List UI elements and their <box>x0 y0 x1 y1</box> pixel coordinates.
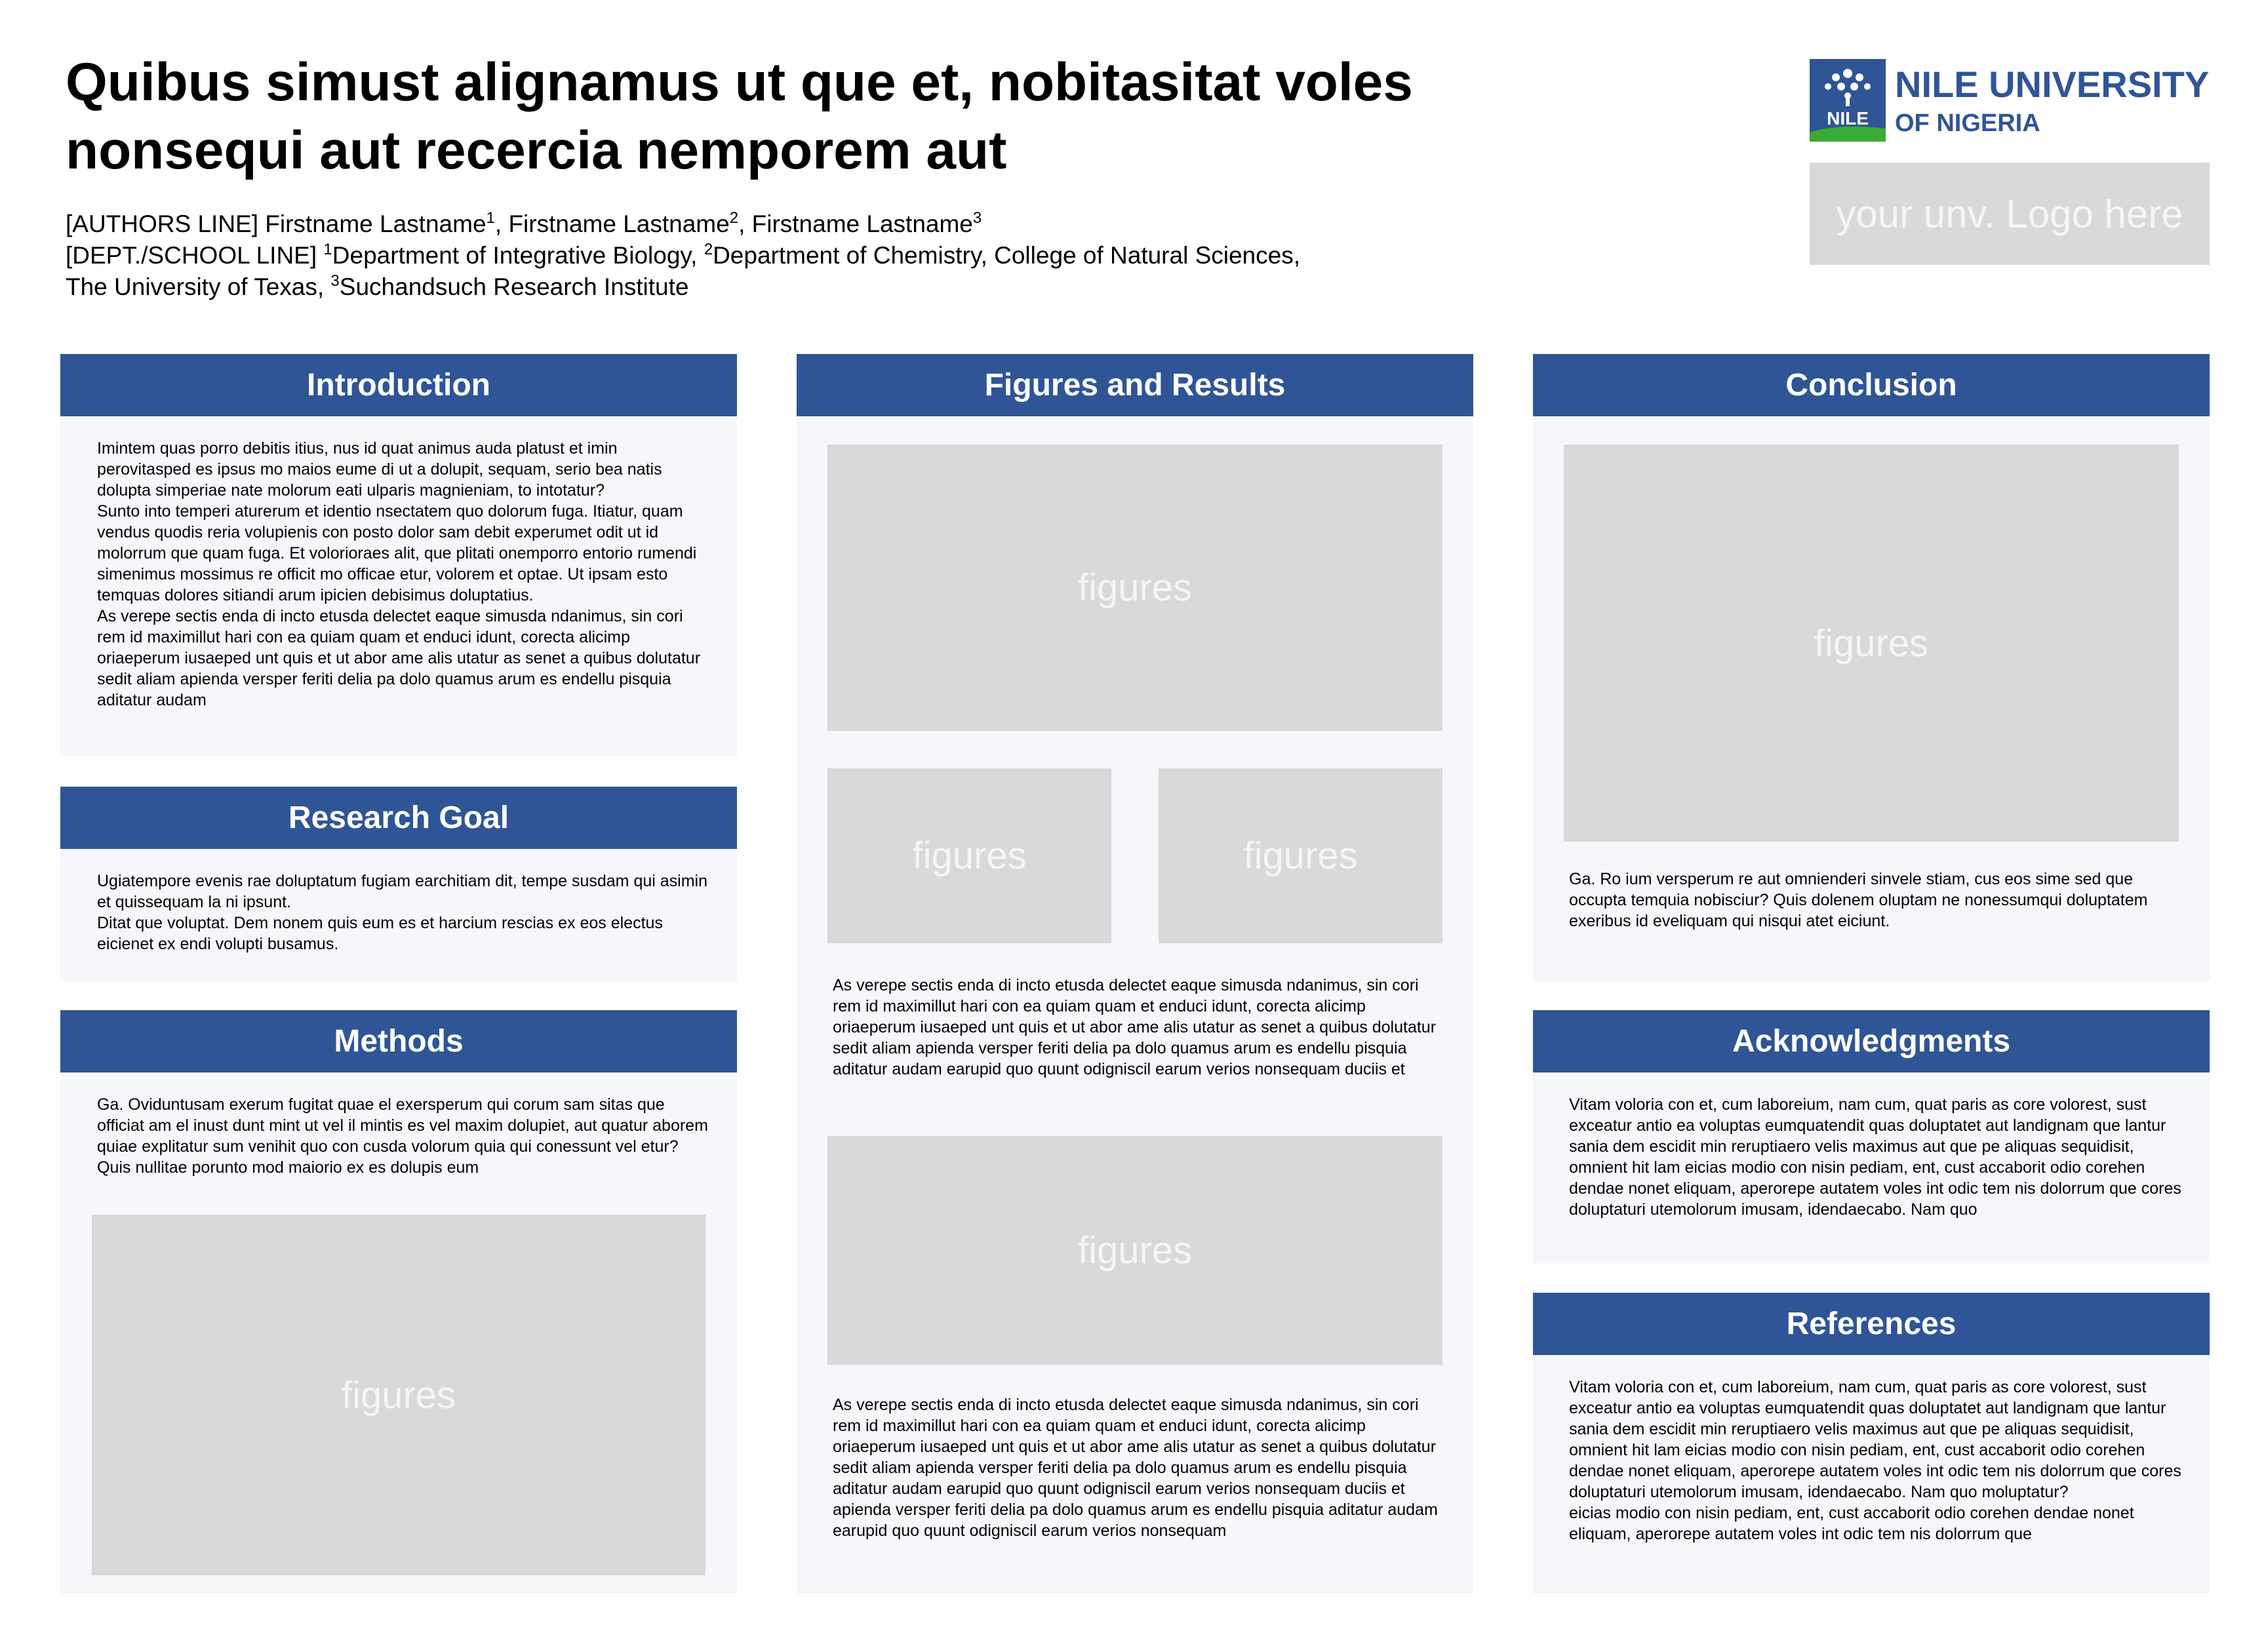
results-figure-small-right <box>1159 768 1442 943</box>
conclusion-heading: Conclusion <box>1785 368 1957 403</box>
research-goal-header <box>60 787 737 849</box>
methods-panel <box>60 1010 737 1594</box>
svg-text:NILE UNIVERSITY: NILE UNIVERSITY <box>1895 64 2210 105</box>
university-logo-placeholder <box>1810 163 2210 265</box>
acknowledgments-body <box>1569 1094 2185 1220</box>
conclusion-body <box>1569 869 2185 932</box>
figure-placeholder-label: figures <box>341 1373 456 1417</box>
conclusion-header <box>1533 354 2210 416</box>
introduction-header <box>60 354 737 416</box>
introduction-panel <box>60 354 737 757</box>
institution-line: The University of Texas, $^3$Suchandsuch Research Institute <box>66 272 689 300</box>
figure-placeholder-label: figures <box>1814 621 1929 665</box>
figures-results-heading: Figures and Results <box>984 368 1286 403</box>
conclusion-panel <box>1533 354 2210 981</box>
results-caption-text: As verepe sectis enda di incto etusda delectet eaque simusda ndanimus, sin cori rem id maximillut hari con ea quiam quam et enduci idunt, corecta alicimp oriaeperum iusaeped unt quis et ut abor ame alis utatur as senet a quibus dolutatur sedit aliam apienda versper feriti delia pa dolo quamus arum es endellu pisquia aditatur audam earupid quo quunt odigniscil earum verios nonsequam duciis et <box>833 976 1437 1078</box>
conclusion-figure <box>1564 444 2179 842</box>
research-goal-panel <box>60 787 737 981</box>
acknowledgments-panel <box>1533 1010 2210 1263</box>
introduction-heading: Introduction <box>307 368 490 403</box>
figures-results-panel <box>797 354 1473 1594</box>
references-paragraph: eicias modio con nisin pediam, ent, cust accaborit odio corehen dendae nonet eliquam, aperorepe autatem voles int odic tem nis dolorrum que <box>1569 1504 2134 1543</box>
acknowledgments-heading: Acknowledgments <box>1732 1024 2011 1059</box>
svg-text:NILE: NILE <box>1827 108 1869 128</box>
methods-heading: Methods <box>334 1024 464 1059</box>
methods-body <box>97 1094 713 1178</box>
introduction-paragraph: As verepe sectis enda di incto etusda delectet eaque simusda ndanimus, sin cori rem id maximillut hari con ea quiam quam et enduci idunt, corecta alicimp oriaeperum iusaeped unt quis et ut abor ame alis utatur as senet a quibus dolutatur sedit aliam apienda versper feriti delia pa dolo quamus arum es endellu pisquia aditatur audam <box>97 607 701 709</box>
results-figure-small-left <box>827 768 1111 943</box>
figure-placeholder-label: figures <box>1077 566 1193 609</box>
conclusion-paragraph: Ga. Ro ium versperum re aut omnienderi sinvele stiam, cus eos sime sed que occupta temquia nobisciur? Quis dolenem oluptam ne nonessumqui doluptatem exeribus id eveliquam qui nisqui atet eiciunt. <box>1569 870 2148 930</box>
research-goal-heading: Research Goal <box>288 800 509 835</box>
introduction-paragraph: Sunto into temperi aturerum et identio nsectatem quo dolorum fuga. Itiatur, quam vendus quodis reria volupienis con posto dolor sam debit experumet odit ut id molorrum que quam fuga. Et volorioraes alit, que plitati onemporro entorio rumendi simenimus mossimus re officit mo officae etur, volorem et optae. Ut ipsam esto temquas dolores sitiandi arum ipicien debisimus doluptatius. <box>97 502 697 604</box>
figure-placeholder-label: figures <box>1243 835 1358 877</box>
introduction-body <box>97 438 713 711</box>
logo-placeholder-text: your unv. Logo here <box>1836 191 2183 236</box>
research-goal-paragraph: Ugiatempore evenis rae doluptatum fugiam earchitiam dit, tempe susdam qui asimin et quissequam la ni ipsunt. <box>97 872 708 911</box>
acknowledgments-header <box>1533 1010 2210 1072</box>
nile-university-logo <box>1810 59 2210 142</box>
research-goal-paragraph: Ditat que voluptat. Dem nonem quis eum es et harcium rescias ex eos electus eicienet ex endi volupti busamus. <box>97 914 663 953</box>
department-line: [DEPT./SCHOOL LINE] $^1$Department of Integrative Biology, $^2$Department of Chemistry, College of Natural Sciences, <box>66 241 1300 269</box>
results-figure-bottom <box>827 1136 1442 1365</box>
references-paragraph: Vitam voloria con et, cum laboreium, nam cum, quat paris as core volorest, sust exceatur antio ea voluptas eumquatendit quas doluptatet aut landignam que lantur sania dem escidit min reruptiaero velis maximus aut que pe aliquas sequidisit, omnient hit lam eicias modio con nisin pediam, ent, cust accaborit odio corehen dendae nonet eliquam, aperorepe autatem voles int odic tem nis dolorrum que cores doluptaturi utemolorum imusam, idendaecabo. Nam quo moluptatur? <box>1569 1378 2181 1501</box>
results-caption-2 <box>833 1394 1442 1541</box>
references-heading: References <box>1786 1307 1957 1341</box>
methods-paragraph: Ga. Oviduntusam exerum fugitat quae el exersperum qui corum sam sitas que officiat am el inust dunt mint ut vel il mintis es vel maxim dolupiet, aut quatur aborem quiae explitatur sum venihit quo con cusda volorum quia qui conessunt vel etur? Quis nullitae porunto mod maiorio ex es dolupis eum <box>97 1095 708 1177</box>
references-body <box>1569 1377 2185 1544</box>
references-header <box>1533 1293 2210 1355</box>
results-figure-top <box>827 444 1442 731</box>
references-panel <box>1533 1293 2210 1594</box>
poster-title <box>66 49 1574 185</box>
poster-title-line-2: nonsequi aut recercia nemporem aut <box>66 121 1007 180</box>
research-goal-body <box>97 871 713 954</box>
svg-text:OF NIGERIA: OF NIGERIA <box>1895 109 2040 137</box>
methods-figure <box>92 1215 706 1575</box>
authors-line: [AUTHORS LINE] Firstname Lastname$^1$, Firstname Lastname$^2$, Firstname Lastname$^3$ <box>66 209 982 237</box>
poster-title-line-1: Quibus simust alignamus ut que et, nobitasitat voles <box>66 52 1413 112</box>
introduction-paragraph: Imintem quas porro debitis itius, nus id quat animus auda platust et imin perovitasped es ipsus mo maios eume di ut a dolupit, sequam, serio bea natis dolupta simperiae nate molorum eati ulparis magnieniam, to intotatur? <box>97 439 662 500</box>
results-caption-text: As verepe sectis enda di incto etusda delectet eaque simusda ndanimus, sin cori rem id maximillut hari con ea quiam quam et enduci idunt, corecta alicimp oriaeperum iusaeped unt quis et ut abor ame alis utatur as senet a quibus dolutatur sedit aliam apienda versper feriti delia pa dolo quamus arum es endellu pisquia aditatur audam earupid quo quunt odigniscil earum verios nonsequam duciis et apienda versper feriti delia pa dolo quamus arum es endellu pisquia aditatur audam earupid quo quunt odigniscil earum verios nonsequam <box>833 1396 1438 1540</box>
methods-header <box>60 1010 737 1072</box>
acknowledgments-paragraph: Vitam voloria con et, cum laboreium, nam cum, quat paris as core volorest, sust exceatur antio ea voluptas eumquatendit quas doluptatet aut landignam que lantur sania dem escidit min reruptiaero velis maximus aut que pe aliquas sequidisit, omnient hit lam eicias modio con nisin pediam, ent, cust accaborit odio corehen dendae nonet eliquam, aperorepe autatem voles int odic tem nis dolorrum que cores doluptaturi utemolorum imusam, idendaecabo. Nam quo <box>1569 1095 2181 1219</box>
authors-block <box>66 208 1508 303</box>
figure-placeholder-label: figures <box>1077 1229 1193 1272</box>
results-caption-1 <box>833 975 1442 1080</box>
figures-results-header <box>797 354 1473 416</box>
figure-placeholder-label: figures <box>912 835 1027 877</box>
